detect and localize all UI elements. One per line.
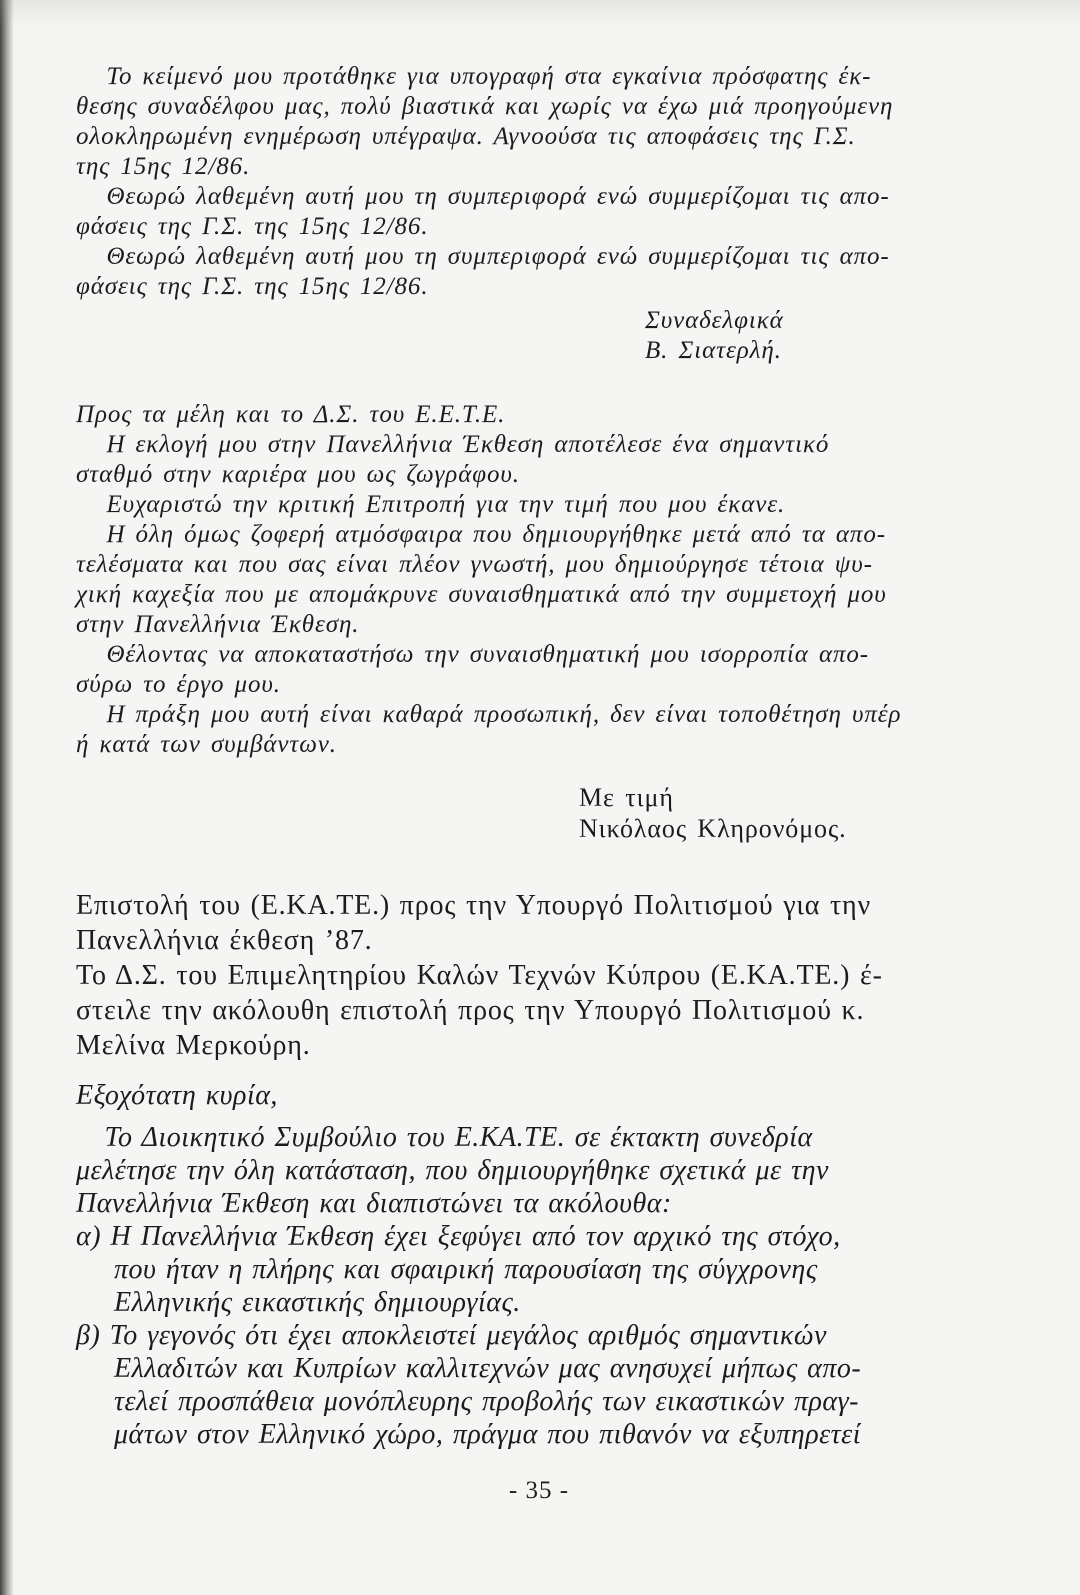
text-line: σύρω το έργο μου.	[76, 671, 281, 698]
text-line: στειλε την ακόλουθη επιστολή προς την Υπουργό Πολιτισμού κ.	[76, 995, 865, 1026]
text-line: μελέτησε την όλη κατάσταση, που δημιουργήθηκε σχετικά με την	[76, 1155, 829, 1186]
text-line: σταθμό στην καριέρα μου ως ζωγράφου.	[76, 461, 520, 488]
kleronomos-signature	[579, 782, 1002, 844]
text-line: α) Η Πανελλήνια Έκθεση έχει ξεφύγει από τον αρχικό της στόχο,	[76, 1221, 841, 1252]
siaterli-signature	[645, 306, 1002, 366]
text-line: Με τιμή	[579, 783, 674, 812]
text-line: Ελληνικής εικαστικής δημιουργίας.	[76, 1287, 521, 1318]
text-line: φάσεις της Γ.Σ. της 15ης 12/86.	[76, 213, 429, 240]
text-line: Νικόλαος Κληρονόμος.	[579, 814, 847, 843]
text-line: Η εκλογή μου στην Πανελλήνια Έκθεση αποτέλεσε ένα σημαντικό	[76, 431, 830, 458]
text-line: θεσης συναδέλφου μας, πολύ βιαστικά και χωρίς να έχω μιά προηγούμενη	[76, 93, 894, 120]
text-line: Πανελλήνια Έκθεση και διαπιστώνει τα ακόλουθα:	[76, 1188, 672, 1219]
text-line: Θεωρώ λαθεμένη αυτή μου τη συμπεριφορά ενώ συμμερίζομαι τις απο-	[76, 183, 890, 210]
text-line: Θεωρώ λαθεμένη αυτή μου τη συμπεριφορά ενώ συμμερίζομαι τις απο-	[76, 243, 890, 270]
text-line: ή κατά των συμβάντων.	[76, 731, 337, 758]
ekate-letter-body	[76, 1079, 1002, 1451]
text-line: Επιστολή του (Ε.ΚΑ.ΤΕ.) προς την Υπουργό Πολιτισμού για την	[76, 890, 871, 921]
ekate-intro-paragraph	[76, 888, 1002, 1063]
page-number: - 35 -	[508, 1477, 570, 1504]
text-line: Η όλη όμως ζοφερή ατμόσφαιρα που δημιουργήθηκε μετά από τα απο-	[76, 521, 886, 548]
text-line: Πανελλήνια έκθεση ’87.	[76, 925, 373, 956]
text-line: τελέσματα και που σας είναι πλέον γνωστή, μου δημιούργησε τέτοια ψυ-	[76, 551, 873, 578]
text-line: Ελλαδιτών και Κυπρίων καλλιτεχνών μας ανησυχεί μήπως απο-	[76, 1353, 862, 1384]
text-line: της 15ης 12/86.	[76, 153, 251, 180]
text-line: β) Το γεγονός ότι έχει αποκλειστεί μεγάλος αριθμός σημαντικών	[76, 1320, 827, 1351]
text-line: μάτων στον Ελληνικό χώρο, πράγμα που πιθανόν να εξυπηρετεί	[76, 1419, 861, 1450]
text-line: Προς τα μέλη και το Δ.Σ. του Ε.Ε.Τ.Ε.	[76, 401, 506, 428]
text-line: Β. Σιατερλή.	[645, 337, 782, 364]
text-line: χική καχεξία που με απομάκρυνε συναισθηματικά από την συμμετοχή μου	[76, 581, 887, 608]
text-line: Η πράξη μου αυτή είναι καθαρά προσωπική, δεν είναι τοποθέτηση υπέρ	[76, 701, 902, 728]
text-line: Μελίνα Μερκούρη.	[76, 1030, 311, 1061]
text-line: φάσεις της Γ.Σ. της 15ης 12/86.	[76, 273, 429, 300]
text-line: τελεί προσπάθεια μονόπλευρης προβολής των εικαστικών πραγ-	[76, 1386, 859, 1417]
siaterli-letter-body	[76, 62, 1002, 302]
text-line: Το Διοικητικό Συμβούλιο του Ε.ΚΑ.ΤΕ. σε έκτακτη συνεδρία	[76, 1122, 813, 1153]
text-line: Ευχαριστώ την κριτική Επιτροπή για την τιμή που μου έκανε.	[76, 491, 786, 518]
text-line: Το κείμενό μου προτάθηκε για υπογραφή στα εγκαίνια πρόσφατης έκ-	[76, 63, 872, 90]
text-line: Συναδελφικά	[645, 307, 784, 334]
text-line: Θέλοντας να αποκαταστήσω την συναισθηματική μου ισορροπία απο-	[76, 641, 870, 668]
text-line: Εξοχότατη κυρία,	[76, 1080, 278, 1111]
text-line: που ήταν η πλήρης και σφαιρική παρουσίαση της σύγχρονης	[76, 1254, 818, 1285]
text-line: Το Δ.Σ. του Επιμελητηρίου Καλών Τεχνών Κύπρου (Ε.ΚΑ.ΤΕ.) έ-	[76, 960, 883, 991]
kleronomos-letter-body	[76, 400, 1002, 760]
text-line: στην Πανελλήνια Έκθεση.	[76, 611, 360, 638]
text-line: ολοκληρωμένη ενημέρωση υπέγραψα. Αγνοούσα τις αποφάσεις της Γ.Σ.	[76, 123, 856, 150]
